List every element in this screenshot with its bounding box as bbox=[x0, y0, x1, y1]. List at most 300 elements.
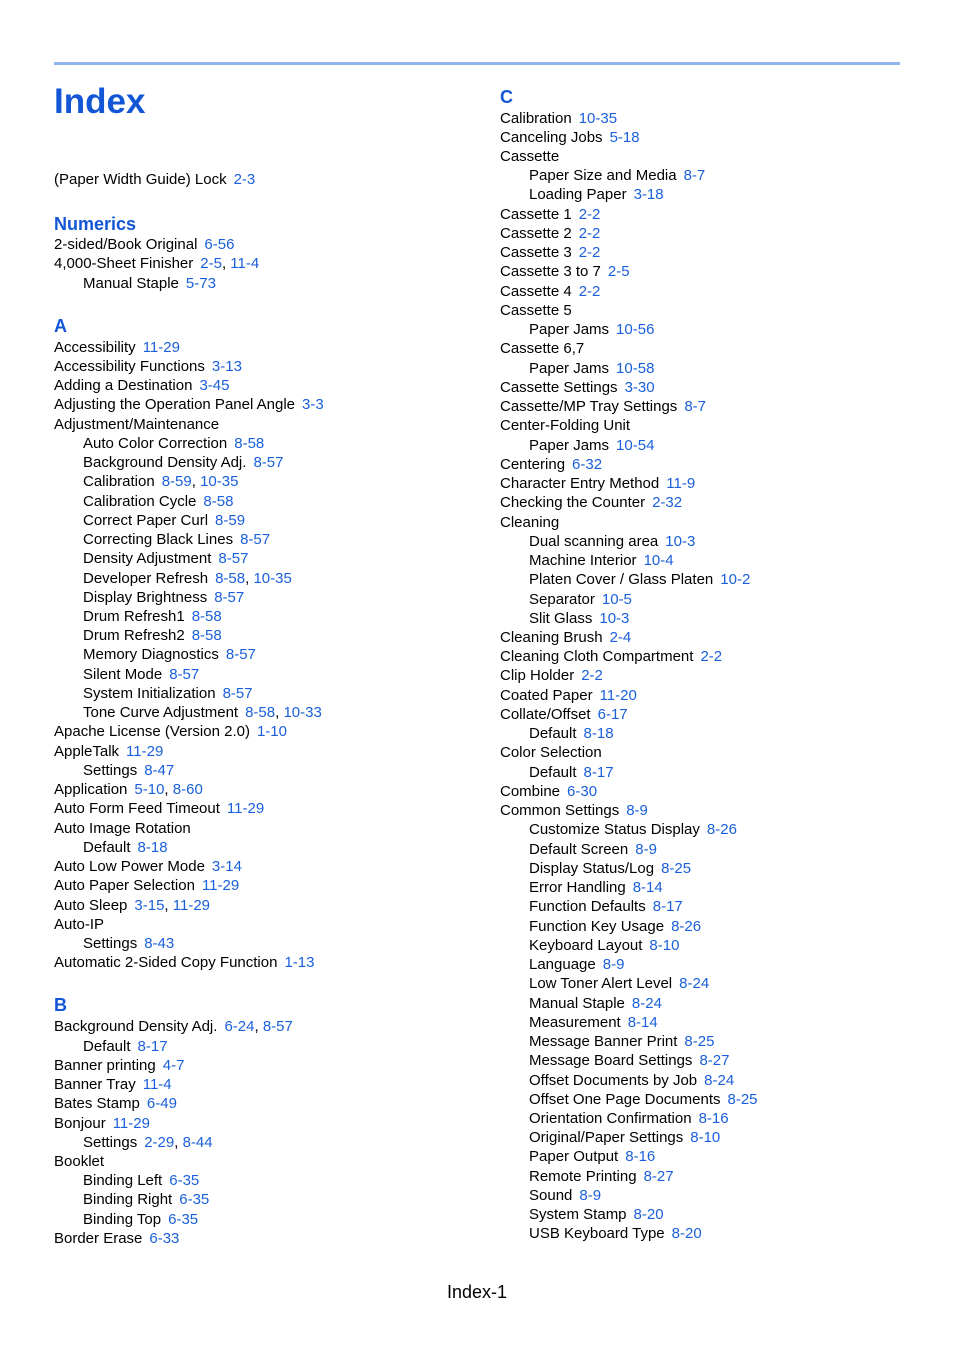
page-refs bbox=[202, 877, 239, 894]
page-ref-link[interactable]: 10-3 bbox=[599, 610, 630, 627]
index-subentry bbox=[529, 897, 683, 916]
index-term: Accessibility bbox=[54, 339, 136, 356]
page-ref-link[interactable]: 11-29 bbox=[142, 339, 180, 356]
page-refs bbox=[616, 360, 654, 377]
page-ref-link[interactable]: 1-10 bbox=[256, 723, 287, 740]
index-subentry bbox=[83, 607, 222, 626]
index-term: Accessibility Functions bbox=[54, 358, 205, 375]
page-ref-link[interactable]: 8-27 bbox=[643, 1168, 674, 1185]
page-ref-link[interactable]: 10-3 bbox=[665, 533, 696, 550]
page-ref-link[interactable]: 2-5 bbox=[200, 255, 222, 272]
page-refs bbox=[652, 494, 682, 511]
page-ref-link[interactable]: 8-57 bbox=[240, 531, 271, 548]
page-ref-link[interactable]: 8-26 bbox=[706, 821, 737, 838]
page-ref-link[interactable]: 1-13 bbox=[284, 954, 315, 971]
page-ref-link[interactable]: 8-47 bbox=[144, 762, 175, 779]
page-refs bbox=[134, 897, 210, 914]
page-refs bbox=[143, 339, 180, 356]
page-refs bbox=[666, 475, 695, 492]
index-term: Cassette/MP Tray Settings bbox=[500, 398, 678, 415]
index-subentry bbox=[529, 763, 614, 782]
index-subentry bbox=[83, 626, 222, 645]
section-heading-c: C bbox=[500, 87, 513, 107]
index-entry bbox=[500, 147, 559, 166]
index-term: (Paper Width Guide) Lock bbox=[54, 171, 227, 188]
index-subentry bbox=[83, 492, 233, 511]
page-ref-link[interactable]: 8-43 bbox=[144, 935, 175, 952]
page-ref-link[interactable]: 3-15 bbox=[134, 897, 165, 914]
page-ref-link[interactable]: 10-5 bbox=[601, 591, 632, 608]
index-term: Cassette 5 bbox=[500, 302, 572, 319]
page-refs bbox=[199, 377, 229, 394]
index-subentry bbox=[83, 588, 244, 607]
index-entry bbox=[54, 876, 239, 895]
page-ref-link[interactable]: 6-35 bbox=[179, 1191, 210, 1208]
page-ref-link[interactable]: 11-29 bbox=[201, 877, 240, 894]
index-subentry bbox=[529, 955, 624, 974]
index-subentry bbox=[529, 878, 663, 897]
index-subentry bbox=[529, 1090, 758, 1109]
page-ref-link[interactable]: 6-17 bbox=[597, 706, 628, 723]
index-term: Application bbox=[54, 781, 128, 798]
page-refs bbox=[700, 648, 722, 665]
index-subentry bbox=[83, 1190, 209, 1209]
index-term: Adjusting the Operation Panel Angle bbox=[54, 396, 296, 413]
index-term: System Stamp bbox=[529, 1206, 627, 1223]
index-term: Message Banner Print bbox=[529, 1033, 678, 1050]
page-ref-link[interactable]: 10-35 bbox=[200, 473, 239, 490]
index-term: Cassette 4 bbox=[500, 283, 572, 300]
page-ref-link[interactable]: 10-58 bbox=[616, 360, 655, 377]
page-ref-link[interactable]: 8-57 bbox=[253, 454, 284, 471]
index-subentry bbox=[83, 934, 174, 953]
page-ref-link[interactable]: 2-2 bbox=[581, 667, 603, 684]
index-entry bbox=[500, 128, 640, 147]
page-ref-link[interactable]: 6-56 bbox=[204, 236, 235, 253]
ref-separator: , bbox=[174, 1134, 183, 1151]
page-ref-link[interactable]: 8-25 bbox=[684, 1033, 715, 1050]
index-term: Cleaning Cloth Compartment bbox=[500, 648, 694, 665]
page-ref-link[interactable]: 6-33 bbox=[149, 1230, 180, 1247]
section-heading-numerics: Numerics bbox=[54, 214, 137, 234]
page-refs bbox=[599, 610, 629, 627]
index-subentry bbox=[83, 684, 253, 703]
page-ref-link[interactable]: 8-16 bbox=[698, 1110, 729, 1127]
index-term: 4,000-Sheet Finisher bbox=[54, 255, 194, 272]
page-ref-link[interactable]: 3-45 bbox=[199, 377, 230, 394]
page-refs bbox=[204, 236, 234, 253]
index-term: Centering bbox=[500, 456, 566, 473]
index-term: Cleaning Brush bbox=[500, 629, 603, 646]
index-subentry bbox=[529, 917, 701, 936]
index-term: Error Handling bbox=[529, 879, 626, 896]
index-subentry bbox=[529, 1051, 729, 1070]
page-ref-link[interactable]: 11-20 bbox=[599, 687, 637, 704]
index-term: Auto-IP bbox=[54, 916, 105, 933]
page-ref-link[interactable]: 8-57 bbox=[214, 589, 245, 606]
index-entry bbox=[500, 397, 706, 416]
section-heading-b: B bbox=[54, 995, 67, 1015]
page-ref-link[interactable]: 8-58 bbox=[191, 627, 222, 644]
page-refs bbox=[200, 255, 259, 272]
index-subentry bbox=[529, 724, 614, 743]
page-ref-link[interactable]: 3-30 bbox=[624, 379, 655, 396]
index-entry bbox=[500, 282, 600, 301]
page-ref-link[interactable]: 8-57 bbox=[169, 666, 200, 683]
page-ref-link[interactable]: 8-60 bbox=[172, 781, 203, 798]
index-term: Paper Jams bbox=[529, 321, 610, 338]
page-refs bbox=[704, 1072, 734, 1089]
index-term: Auto Image Rotation bbox=[54, 820, 191, 837]
page-ref-link[interactable]: 8-14 bbox=[632, 879, 663, 896]
page-ref-link[interactable]: 6-32 bbox=[572, 456, 603, 473]
page-ref-link[interactable]: 2-5 bbox=[607, 263, 630, 280]
index-entry bbox=[54, 376, 229, 395]
index-term: Auto Form Feed Timeout bbox=[54, 800, 220, 817]
page-refs bbox=[143, 1076, 172, 1093]
index-subentry bbox=[529, 1071, 734, 1090]
page-ref-link[interactable]: 2-2 bbox=[578, 225, 601, 242]
page-refs bbox=[138, 839, 168, 856]
index-term: Cassette 6,7 bbox=[500, 340, 585, 357]
page-refs bbox=[684, 398, 706, 415]
page-ref-link[interactable]: 2-29 bbox=[144, 1134, 175, 1151]
index-term: Cassette bbox=[500, 148, 560, 165]
page-refs bbox=[628, 1014, 658, 1031]
page-ref-link[interactable]: 8-25 bbox=[727, 1091, 758, 1108]
page-refs bbox=[699, 1052, 729, 1069]
page-ref-link[interactable]: 8-59 bbox=[215, 512, 246, 529]
index-entry bbox=[54, 338, 180, 357]
index-subentry bbox=[83, 665, 199, 684]
page-refs bbox=[162, 473, 239, 490]
index-term: Default bbox=[83, 1038, 131, 1055]
index-subentry bbox=[529, 1224, 702, 1243]
page-ref-link[interactable]: 10-35 bbox=[253, 570, 292, 587]
page-ref-link[interactable]: 8-17 bbox=[137, 1038, 168, 1055]
index-term: Color Selection bbox=[500, 744, 602, 761]
page-ref-link[interactable]: 8-58 bbox=[191, 608, 222, 625]
index-term: Cassette 2 bbox=[500, 225, 572, 242]
page-ref-link[interactable]: 5-73 bbox=[185, 275, 216, 292]
page-refs bbox=[234, 171, 256, 188]
index-entry bbox=[54, 357, 242, 376]
index-term: Memory Diagnostics bbox=[83, 646, 219, 663]
index-entry bbox=[54, 1094, 177, 1113]
page-ref-link[interactable]: 8-27 bbox=[699, 1052, 730, 1069]
page-ref-link[interactable]: 11-4 bbox=[230, 255, 260, 272]
page-ref-link[interactable]: 5-18 bbox=[609, 129, 640, 146]
page-ref-link[interactable]: 8-14 bbox=[627, 1014, 658, 1031]
page-ref-link[interactable]: 11-29 bbox=[112, 1115, 150, 1132]
page-ref-link[interactable]: 6-49 bbox=[146, 1095, 177, 1112]
index-term: Binding Top bbox=[83, 1211, 162, 1228]
page-ref-link[interactable]: 10-56 bbox=[616, 321, 655, 338]
page-ref-link[interactable]: 8-58 bbox=[215, 570, 246, 587]
index-subentry bbox=[83, 1037, 168, 1056]
index-term: Developer Refresh bbox=[83, 570, 209, 587]
page-ref-link[interactable]: 8-16 bbox=[625, 1148, 656, 1165]
page-refs bbox=[245, 704, 322, 721]
page-refs bbox=[644, 1168, 674, 1185]
index-term: Cassette Settings bbox=[500, 379, 618, 396]
page-refs bbox=[600, 687, 637, 704]
page-ref-link[interactable]: 8-18 bbox=[137, 839, 168, 856]
index-term: Clip Holder bbox=[500, 667, 575, 684]
index-entry bbox=[500, 474, 695, 493]
page-refs bbox=[579, 110, 617, 127]
page-ref-link[interactable]: 8-57 bbox=[218, 550, 249, 567]
page-refs bbox=[720, 571, 750, 588]
page-refs bbox=[649, 937, 679, 954]
page-ref-link[interactable]: 2-2 bbox=[700, 648, 723, 665]
index-subentry bbox=[529, 166, 705, 185]
page-ref-link[interactable]: 8-9 bbox=[579, 1187, 602, 1204]
page-ref-link[interactable]: 8-59 bbox=[161, 473, 192, 490]
index-term: Paper Jams bbox=[529, 360, 610, 377]
index-term: Adjustment/Maintenance bbox=[54, 416, 220, 433]
index-term: Paper Size and Media bbox=[529, 167, 677, 184]
page-ref-link[interactable]: 8-57 bbox=[225, 646, 256, 663]
page-refs bbox=[661, 860, 691, 877]
page-refs bbox=[240, 531, 270, 548]
index-term: Paper Jams bbox=[529, 437, 610, 454]
page-ref-link[interactable]: 8-7 bbox=[684, 398, 706, 415]
page-ref-link[interactable]: 8-18 bbox=[583, 725, 614, 742]
index-term: Binding Left bbox=[83, 1172, 163, 1189]
index-term: Orientation Confirmation bbox=[529, 1110, 692, 1127]
page-ref-link[interactable]: 11-9 bbox=[666, 475, 696, 492]
page-ref-link[interactable]: 3-13 bbox=[211, 358, 242, 375]
page-refs bbox=[144, 935, 174, 952]
index-term: Auto Sleep bbox=[54, 897, 128, 914]
index-entry bbox=[500, 666, 603, 685]
page-ref-link[interactable]: 8-10 bbox=[649, 937, 680, 954]
index-term: Auto Color Correction bbox=[83, 435, 228, 452]
index-entry bbox=[500, 628, 631, 647]
page-refs bbox=[169, 666, 199, 683]
index-term: Original/Paper Settings bbox=[529, 1129, 684, 1146]
ref-separator: , bbox=[254, 1018, 263, 1035]
index-entry bbox=[500, 513, 559, 532]
index-entry bbox=[500, 301, 572, 320]
page-ref-link[interactable]: 8-9 bbox=[626, 802, 648, 819]
index-entry bbox=[500, 205, 600, 224]
page-ref-link[interactable]: 10-33 bbox=[283, 704, 322, 721]
page-ref-link[interactable]: 8-25 bbox=[661, 860, 692, 877]
page-ref-link[interactable]: 3-14 bbox=[211, 858, 242, 875]
index-subentry bbox=[529, 859, 691, 878]
page-refs bbox=[610, 129, 640, 146]
page-refs bbox=[679, 975, 709, 992]
page-refs bbox=[610, 629, 632, 646]
page-ref-link[interactable]: 8-58 bbox=[203, 493, 234, 510]
index-term: Combine bbox=[500, 783, 561, 800]
page-refs bbox=[179, 1191, 209, 1208]
page-ref-link[interactable]: 6-35 bbox=[169, 1172, 200, 1189]
index-subentry bbox=[83, 472, 238, 491]
page-refs bbox=[602, 591, 632, 608]
index-term: Cassette 3 to 7 bbox=[500, 263, 601, 280]
page-refs bbox=[584, 725, 614, 742]
index-entry bbox=[500, 493, 682, 512]
index-subentry bbox=[83, 274, 216, 293]
index-entry bbox=[500, 416, 630, 435]
index-subentry bbox=[529, 436, 654, 455]
page-ref-link[interactable]: 8-24 bbox=[631, 995, 662, 1012]
page-refs bbox=[634, 1206, 664, 1223]
index-entry bbox=[500, 339, 584, 358]
page-ref-link[interactable]: 11-29 bbox=[126, 743, 164, 760]
index-term: Canceling Jobs bbox=[500, 129, 603, 146]
page-ref-link[interactable]: 11-29 bbox=[226, 800, 265, 817]
page-ref-link[interactable]: 2-3 bbox=[233, 171, 256, 188]
page-refs bbox=[223, 685, 253, 702]
page-ref-link[interactable]: 10-2 bbox=[720, 571, 751, 588]
page-ref-link[interactable]: 8-57 bbox=[222, 685, 253, 702]
page-refs bbox=[192, 608, 222, 625]
index-term: Correcting Black Lines bbox=[83, 531, 234, 548]
page-refs bbox=[632, 995, 662, 1012]
page-refs bbox=[616, 437, 654, 454]
index-subentry bbox=[529, 1147, 655, 1166]
page-ref-link[interactable]: 6-35 bbox=[168, 1211, 199, 1228]
page-refs bbox=[144, 1134, 212, 1151]
ref-separator: , bbox=[245, 570, 254, 587]
index-term: Settings bbox=[83, 1134, 138, 1151]
index-subentry bbox=[83, 511, 245, 530]
page-refs bbox=[163, 1057, 185, 1074]
page-ref-link[interactable]: 2-32 bbox=[652, 494, 683, 511]
page-refs bbox=[234, 435, 264, 452]
page-ref-link[interactable]: 6-24 bbox=[224, 1018, 255, 1035]
ref-separator: , bbox=[191, 473, 201, 490]
page-ref-link[interactable]: 6-30 bbox=[567, 783, 598, 800]
page-refs bbox=[147, 1095, 177, 1112]
index-entry bbox=[54, 1056, 184, 1075]
page-ref-link[interactable]: 2-4 bbox=[609, 629, 632, 646]
index-term: Common Settings bbox=[500, 802, 620, 819]
index-entry bbox=[54, 915, 104, 934]
index-entry bbox=[54, 819, 191, 838]
page-ref-link[interactable]: 8-17 bbox=[583, 764, 614, 781]
page-refs bbox=[608, 263, 630, 280]
index-term: Banner printing bbox=[54, 1057, 156, 1074]
index-term: Silent Mode bbox=[83, 666, 163, 683]
ref-separator: , bbox=[164, 781, 173, 798]
page-ref-link[interactable]: 11-4 bbox=[142, 1076, 172, 1093]
page-ref-link[interactable]: 8-20 bbox=[633, 1206, 664, 1223]
page-refs bbox=[215, 512, 245, 529]
page-ref-link[interactable]: 8-24 bbox=[679, 975, 710, 992]
page-refs bbox=[625, 1148, 655, 1165]
index-subentry bbox=[83, 453, 283, 472]
index-term: Machine Interior bbox=[529, 552, 637, 569]
page-ref-link[interactable]: 2-2 bbox=[578, 206, 601, 223]
index-subentry bbox=[529, 994, 662, 1013]
index-term: Loading Paper bbox=[529, 186, 627, 203]
page-ref-link[interactable]: 3-18 bbox=[633, 186, 664, 203]
index-term: Automatic 2-Sided Copy Function bbox=[54, 954, 278, 971]
index-entry bbox=[500, 686, 637, 705]
page-ref-link[interactable]: 8-44 bbox=[182, 1134, 213, 1151]
index-subentry bbox=[83, 645, 256, 664]
index-term: USB Keyboard Type bbox=[529, 1225, 665, 1242]
index-entry bbox=[54, 235, 234, 254]
page-ref-link[interactable]: 8-20 bbox=[671, 1225, 702, 1242]
page-ref-link[interactable]: 8-26 bbox=[671, 918, 702, 935]
index-entry bbox=[500, 455, 602, 474]
page-ref-link[interactable]: 8-24 bbox=[704, 1072, 735, 1089]
page-ref-link[interactable]: 10-35 bbox=[578, 110, 618, 127]
index-term: Drum Refresh2 bbox=[83, 627, 185, 644]
index-term: Customize Status Display bbox=[529, 821, 700, 838]
index-entry bbox=[500, 782, 597, 801]
page-ref-link[interactable]: 11-29 bbox=[172, 897, 211, 914]
page-refs bbox=[625, 379, 655, 396]
page-ref-link[interactable]: 2-2 bbox=[578, 283, 601, 300]
page-refs bbox=[284, 954, 314, 971]
page-ref-link[interactable]: 8-58 bbox=[245, 704, 276, 721]
page-refs bbox=[218, 550, 248, 567]
index-term: System Initialization bbox=[83, 685, 216, 702]
index-term: Bonjour bbox=[54, 1115, 106, 1132]
page-ref-link[interactable]: 8-10 bbox=[690, 1129, 721, 1146]
page-ref-link[interactable]: 10-54 bbox=[616, 437, 655, 454]
index-subentry bbox=[529, 532, 695, 551]
index-term: Manual Staple bbox=[529, 995, 625, 1012]
page-refs bbox=[672, 1225, 702, 1242]
index-entry bbox=[54, 1229, 179, 1248]
index-term: Function Defaults bbox=[529, 898, 646, 915]
page-ref-link[interactable]: 2-2 bbox=[578, 244, 601, 261]
page-ref-link[interactable]: 8-17 bbox=[652, 898, 683, 915]
page-ref-link[interactable]: 5-10 bbox=[134, 781, 165, 798]
page-refs bbox=[134, 781, 202, 798]
index-subentry bbox=[83, 434, 264, 453]
page-refs bbox=[616, 321, 654, 338]
index-term: Auto Paper Selection bbox=[54, 877, 195, 894]
index-term: Manual Staple bbox=[83, 275, 179, 292]
index-term: Default bbox=[83, 839, 131, 856]
page-ref-link[interactable]: 10-4 bbox=[643, 552, 674, 569]
index-term: Display Brightness bbox=[83, 589, 208, 606]
page-ref-link[interactable]: 8-57 bbox=[262, 1018, 293, 1035]
index-subentry bbox=[529, 974, 709, 993]
page-ref-link[interactable]: 4-7 bbox=[162, 1057, 185, 1074]
index-entry bbox=[500, 224, 600, 243]
page-refs bbox=[684, 167, 706, 184]
page-refs bbox=[584, 764, 614, 781]
page-refs bbox=[633, 879, 663, 896]
index-term: Center-Folding Unit bbox=[500, 417, 631, 434]
page-ref-link[interactable]: 8-58 bbox=[234, 435, 265, 452]
page-ref-link[interactable]: 8-7 bbox=[683, 167, 706, 184]
page-refs bbox=[214, 589, 244, 606]
index-term: Correct Paper Curl bbox=[83, 512, 209, 529]
index-term: Character Entry Method bbox=[500, 475, 660, 492]
index-term: Measurement bbox=[529, 1014, 621, 1031]
index-subentry bbox=[83, 838, 168, 857]
index-subentry bbox=[83, 530, 270, 549]
page-refs bbox=[690, 1129, 720, 1146]
page-refs bbox=[186, 275, 216, 292]
page-ref-link[interactable]: 8-9 bbox=[602, 956, 625, 973]
page-ref-link[interactable]: 3-3 bbox=[302, 396, 324, 413]
index-entry bbox=[500, 109, 617, 128]
index-entry bbox=[54, 170, 255, 189]
page-ref-link[interactable]: 8-9 bbox=[635, 841, 657, 858]
